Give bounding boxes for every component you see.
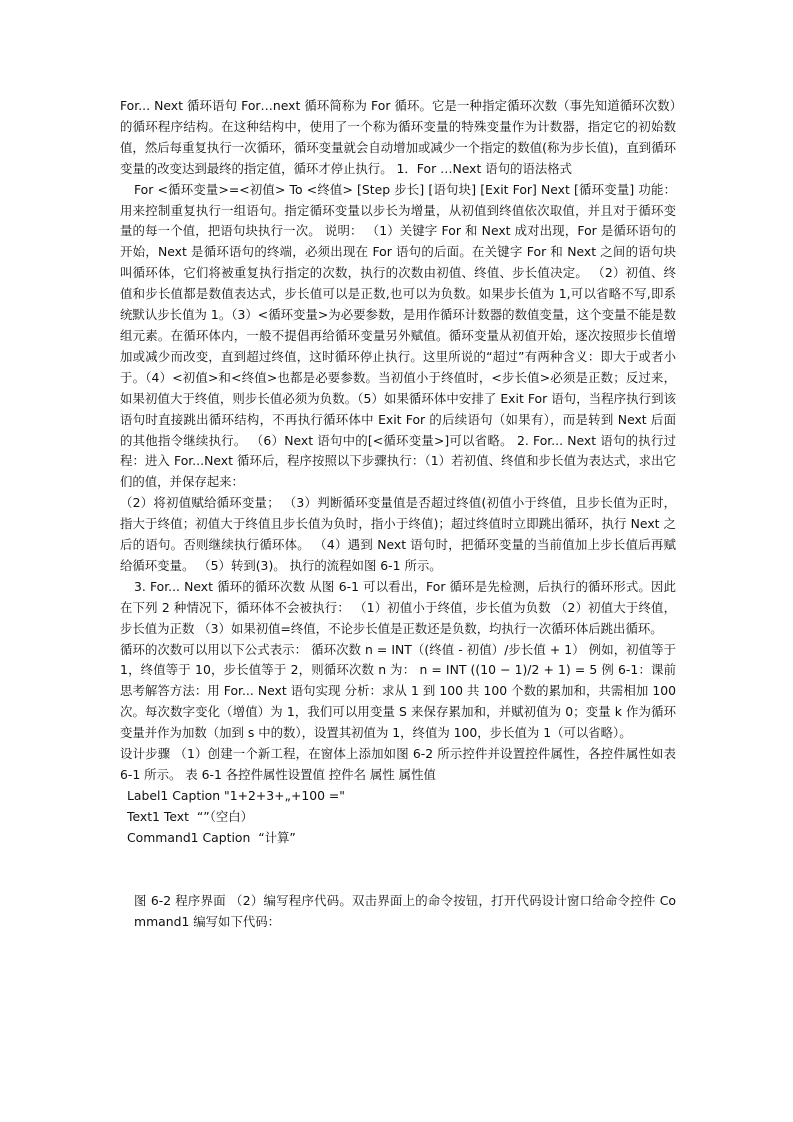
paragraph-execution-steps: （2）将初值赋给循环变量； （3）判断循环变量值是否超过终值(初值小于终值，且步长值为正时，指大于终值；初值大于终值且步长值为负时，指小于终值)；超过终值时立即跳出循环，执行 Next 之后的语句。否则继续执行循环体。 （4）遇到 Next 语句时，把循环变量的当前值加上步长值后再赋给循环变量。 （5）转到(3)。 执行的流程如图 6-1 所示。 — [120, 495, 676, 573]
paragraph-design-steps: 设计步骤 （1）创建一个新工程，在窗体上添加如图 6-2 所示控件并设置控件属性，各控件属性如表 6-1 所示。 表 6-1 各控件属性设置值 控件名 属性 属性值 — [120, 746, 676, 782]
paragraph-loop-count: 3. For... Next 循环的循环次数 从图 6-1 可以看出，For 循环是先检测，后执行的循环形式。因此在下列 2 种情况下，循环体不会被执行： （1）初值小于终值，步长值为负数 （2）初值大于终值，步长值为正数 （3）如果初值=终值，不论步长值是正数还是负数，均执行一次循环体后跳出循环。 — [120, 578, 676, 636]
paragraph-intro: For... Next 循环语句 For…next 循环简称为 For 循环。它是一种指定循环次数（事先知道循环次数）的循环程序结构。在这种结构中，使用了一个称为循环变量的特殊变量作为计数器，指定它的初始数值，然后每重复执行一次循环，循环变量就会自动增加或减少一个指定的数值(称为步长值)，直到循环变量的改变达到最终的指定值，循环才停止执行。 1．For …Next 语句的语法格式 — [120, 98, 676, 176]
property-row-label1: Label1 Caption "1+2+3+„+100 =" — [127, 787, 345, 803]
paragraph-figure-caption: 图 6-2 程序界面 （2）编写程序代码。双击界面上的命令按钮，打开代码设计窗口给命令控件 Command1 编写如下代码： — [134, 892, 676, 929]
property-row-text1: Text1 Text “”（空白） — [127, 808, 254, 824]
blank-space — [120, 849, 676, 891]
property-row-command1: Command1 Caption “计算” — [127, 829, 296, 845]
document-body — [120, 96, 676, 932]
paragraph-formula: 循环的次数可以用以下公式表示： 循环次数 n = INT（(终值 - 初值）/步长值 + 1） 例如，初值等于 1，终值等于 10，步长值等于 2，则循环次数 n 为： n = INT ((10 − 1)/2 + 1) = 5 例 6-1：课前思考解答方法：用 For... Next 语句实现 分析：求从 1 到 100 共 100 个数的累加和，共需相加 100 次。每次数字变化（增值）为 1，我们可以用变量 S 来保存累加和，并赋初值为 0；变量 k 作为循环变量并作为加数（加到 s 中的数），设置其初值为 1，终值为 100，步长值为 1（可以省略）。 — [120, 641, 676, 741]
paragraph-syntax: For <循环变量>=<初值> To <终值> [Step 步长] [语句块] [Exit For] Next [循环变量] 功能：用来控制重复执行一组语句。指定循环变量以步长为增量，从初值到终值依次取值，并且对于循环变量的每一个值，把语句块执行一次。 说明： （1）关键字 For 和 Next 成对出现，For 是循环语句的开始，Next 是循环语句的终端，必须出现在 For 语句的后面。在关键字 For 和 Next 之间的语句块叫循环体，它们将被重复执行指定的次数，执行的次数由初值、终值、步长值决定。 （2）初值、终值和步长值都是数值表达式，步长值可以是正数,也可以为负数。如果步长值为 1,可以省略不写,即系统默认步长值为 1。（3）<循环变量>为必要参数，是用作循环计数器的数值变量，这个变量不能是数组元素。在循环体内，一般不提倡再给循环变量另外赋值。循环变量从初值开始，逐次按照步长值增加或减少而改变，直到超过终值，这时循环停止执行。这里所说的“超过”有两种含义：即大于或者小于。（4）<初值>和<终值>也都是必要参数。当初值小于终值时，<步长值>必须是正数；反过来，如果初值大于终值，则步长值必须为负数。（5）如果循环体中安排了 Exit For 语句，当程序执行到该语句时直接跳出循环结构，不再执行循环体中 Exit For 的后续语句（如果有），而是转到 Next 后面的其他指令继续执行。 （6）Next 语句中的[<循环变量>]可以省略。 2. For... Next 语句的执行过程：进入 For...Next 循环后，程序按照以下步骤执行：（1）若初值、终值和步长值为表达式，求出它们的值，并保存起来： — [120, 181, 676, 490]
